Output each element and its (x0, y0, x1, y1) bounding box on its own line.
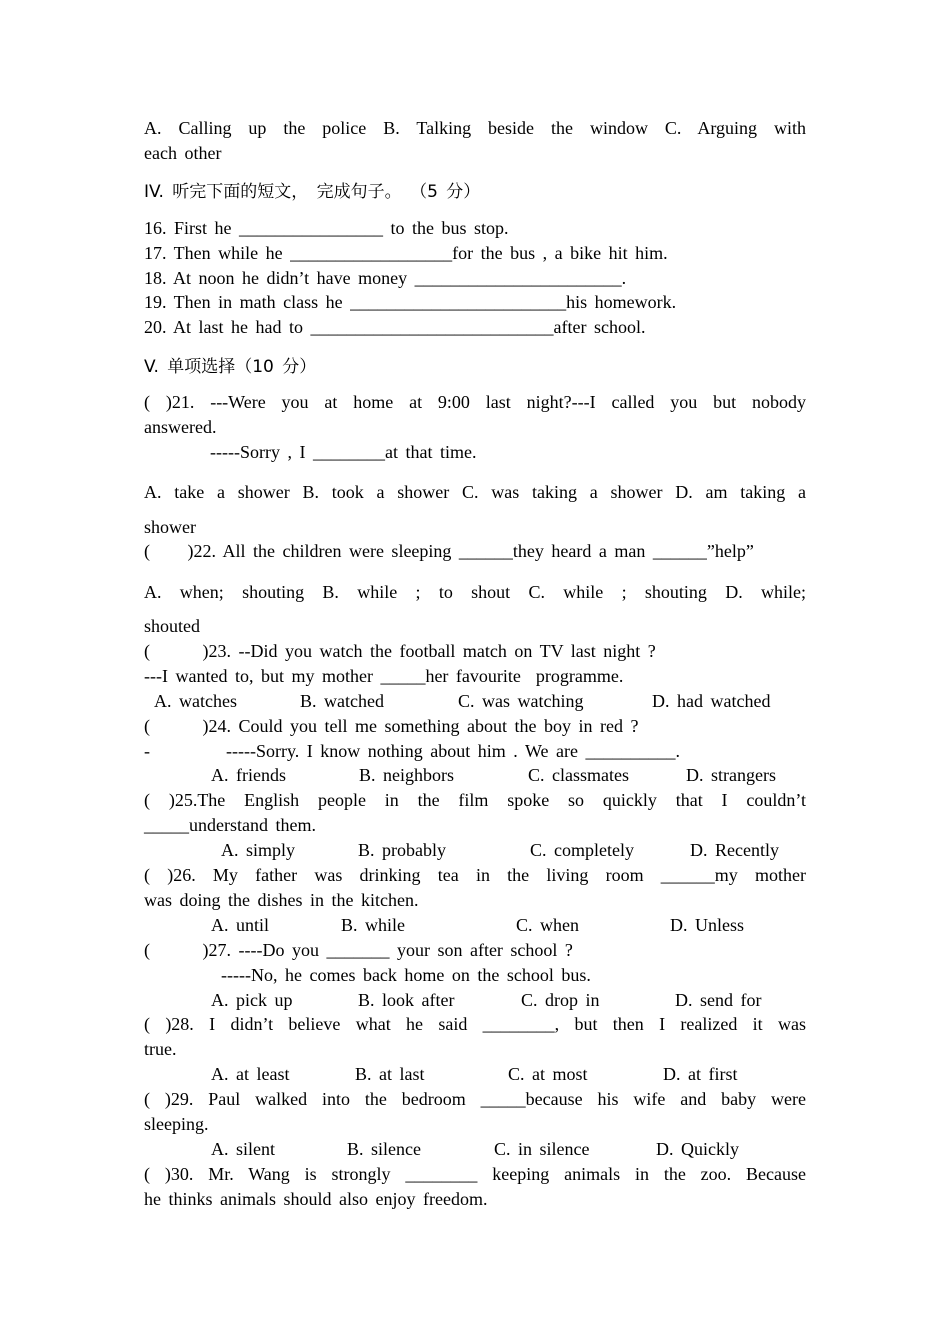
q28-option-d: D. at first (663, 1064, 738, 1084)
q26-line1: ( )26. My father was drinking tea in the living room ______my mother (144, 865, 806, 885)
q28-option-a: A. at least (211, 1064, 290, 1084)
section4-item-20: 20. At last he had to ___________________________after school. (144, 317, 646, 337)
q23-line2: ---I wanted to, but my mother _____her favourite programme. (144, 666, 624, 686)
q26-option-d: D. Unless (670, 915, 744, 935)
q23-option-a: A. watches (154, 691, 237, 711)
q28-option-c: C. at most (508, 1064, 588, 1084)
q29-line2: sleeping. (144, 1114, 209, 1134)
section4-heading: IV. 听完下面的短文， 完成句子。 （5 分） (144, 182, 481, 202)
q26-option-b: B. while (341, 915, 405, 935)
q25-option-d: D. Recently (690, 840, 779, 860)
q29-option-a: A. silent (211, 1139, 275, 1159)
section4-item-17: 17. Then while he __________________for the bus , a bike hit him. (144, 243, 668, 263)
q24-line2: -----Sorry. I know nothing about him . We are __________. (226, 741, 680, 761)
q27-line2: -----No, he comes back home on the school bus. (221, 965, 591, 985)
q25-option-c: C. completely (530, 840, 634, 860)
section4-item-18: 18. At noon he didn’t have money _______________________. (144, 268, 627, 288)
q25-line2: _____understand them. (144, 815, 316, 835)
q24-option-c: C. classmates (528, 765, 629, 785)
q26-option-a: A. until (211, 915, 270, 935)
q22-line1: ( )22. All the children were sleeping ______they heard a man ______”help” (144, 541, 754, 561)
q27-option-b: B. look after (358, 990, 455, 1010)
q26-option-c: C. when (516, 915, 579, 935)
q24-line1: ( )24. Could you tell me something about the boy in red ? (144, 716, 639, 736)
q25-option-a: A. simply (221, 840, 296, 860)
q27-line1: ( )27. ----Do you _______ your son after school ? (144, 940, 573, 960)
q21-line3: -----Sorry , I ________at that time. (210, 442, 477, 462)
q30-line1: ( )30. Mr. Wang is strongly ________ keeping animals in the zoo. Because (144, 1164, 806, 1184)
q21-options-line1: A. take a shower B. took a shower C. was taking a shower D. am taking a (144, 482, 806, 502)
q22-options-line2: shouted (144, 616, 200, 636)
q29-option-d: D. Quickly (656, 1139, 739, 1159)
q26-line2: was doing the dishes in the kitchen. (144, 890, 419, 910)
q29-line1: ( )29. Paul walked into the bedroom _____because his wife and baby were (144, 1089, 806, 1109)
q24-option-b: B. neighbors (359, 765, 454, 785)
q28-option-b: B. at last (355, 1064, 425, 1084)
q24-option-d: D. strangers (686, 765, 776, 785)
q23-option-b: B. watched (300, 691, 384, 711)
q27-option-c: C. drop in (521, 990, 600, 1010)
q25-line1: ( )25.The English people in the film spoke so quickly that I couldn’t (144, 790, 806, 810)
q22-options-line1: A. when; shouting B. while ; to shout C. while ; shouting D. while; (144, 582, 806, 602)
q24-line2-dash: - (144, 741, 150, 761)
q24-option-a: A. friends (211, 765, 286, 785)
section5-heading: V. 单项选择（10 分） (144, 357, 317, 377)
q15-options-line2: each other (144, 143, 222, 163)
q15-options-line1: A. Calling up the police B. Talking beside the window C. Arguing with (144, 118, 806, 138)
q27-option-d: D. send for (675, 990, 762, 1010)
section4-item-19: 19. Then in math class he ________________________his homework. (144, 292, 677, 312)
section4-item-16: 16. First he ________________ to the bus stop. (144, 218, 509, 238)
q21-options-line2: shower (144, 517, 196, 537)
q28-line2: true. (144, 1039, 177, 1059)
q30-line2: he thinks animals should also enjoy freedom. (144, 1189, 488, 1209)
q21-line1: ( )21. ---Were you at home at 9:00 last night?---I called you but nobody (144, 392, 806, 412)
q25-option-b: B. probably (358, 840, 446, 860)
q23-option-c: C. was watching (458, 691, 584, 711)
q29-option-b: B. silence (347, 1139, 421, 1159)
q21-line2: answered. (144, 417, 217, 437)
q27-option-a: A. pick up (211, 990, 293, 1010)
q23-line1: ( )23. --Did you watch the football match on TV last night ? (144, 641, 656, 661)
q23-option-d: D. had watched (652, 691, 771, 711)
q29-option-c: C. in silence (494, 1139, 590, 1159)
q28-line1: ( )28. I didn’t believe what he said ________, but then I realized it was (144, 1014, 806, 1034)
